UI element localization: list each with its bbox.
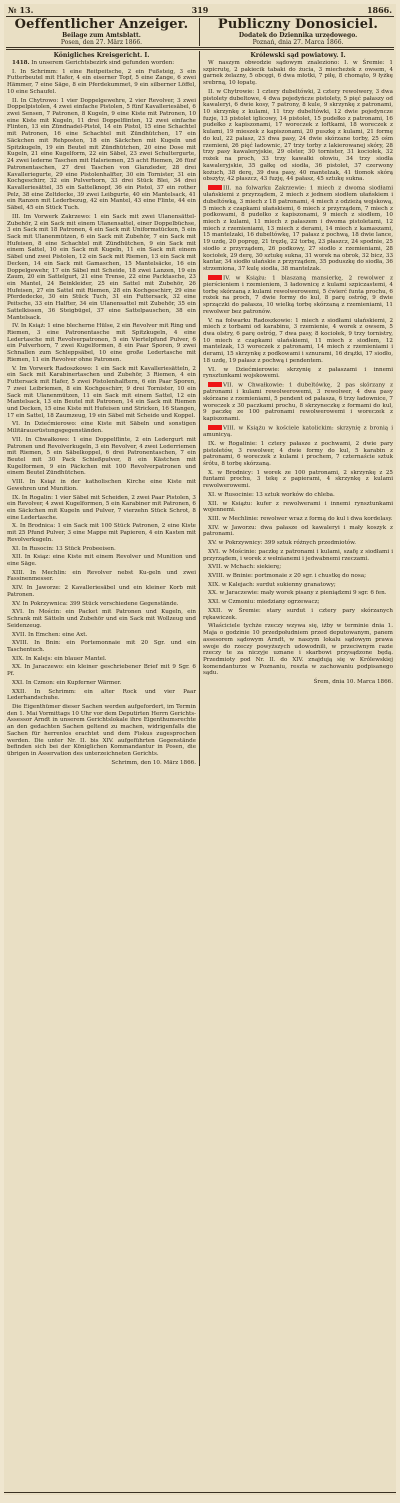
polish-paragraph-text: X. w Brodnicy: 1 worek ze 100 patronami, 2 skrzynkę z 25 funtami prochu, 3 tekę z papierami, 4 skrzynkę z kulami rewolwerowemi.	[203, 469, 393, 490]
german-paragraph	[7, 495, 196, 522]
polish-paragraph-text: IV. w Książu: 1 blaszaną mansierkę, 2 rewolwer z pierścieniem i rzemieniem, 3 ładownicę z kulami szpiczastemi, 4 torbę skórzaną z kulami rewolwerowemi, 5 ćwierć funta prochu, 6 rożek na proch, 7 dwie formy do kul, 8 parę ostróg, 9 dwie sprzączki do pałasza, 10 wielką torbę skórzaną z rzemieniami, 11 rewolwer bez patronów.	[203, 275, 393, 315]
german-paragraph	[7, 60, 196, 67]
german-paragraph-text: III. Im Vorwerk Zakrzewo: 1 ein Sack mit zwei Ulanensättel-Zubehör, 2 ein Sack mit einem Ulanensattel, einer Doppelbüchse, 3 ein Sack mit 18 Patronen, 4 ein Sack mit Uniformstücken, 5 ein Sack mit Ulanenmützen, 6 ein Sack mit Zubehör, 7 ein Sack mit Hufeisen, 8 eine Schachtel mit Zündhütchen, 9 ein Sack mit einem Sattel, 10 ein Sack mit Kugeln, 11 ein Sack mit einem Säbel und zwei Pistolen, 12 ein Sack mit Riemen, 13 ein Sack mit Decken, 14 ein Sack mit Gamaschen, 15 Mantelsäcke, 16 ein Doppelgewehr, 17 ein Säbel mit Scheide, 18 zwei Lanzen, 19 ein Zaum, 20 ein Sattelgurt, 21 eine Trense, 22 eine Packtasche, 23 ein Mantel, 24 Beinkleider, 25 ein Sattel mit Zubehör, 26 Hufeisen, 27 ein Sattel mit Riemen, 28 ein Kochgeschirr, 29 eine Pferdedecke, 30 ein Stück Tuch, 31 ein Futtersack, 32 eine Peitsche, 33 ein Halfter, 34 ein Ulanensattel mit Zubehör, 35 ein Sattelkissen, 36 Steigbügel, 37 eine Sattelpauschen, 38 ein Mantelsack.	[7, 213, 196, 321]
german-paragraph	[7, 437, 196, 477]
polish-paragraph	[203, 275, 393, 316]
polish-paragraph	[203, 582, 393, 589]
polish-paragraph-text: XIV. w Jaworzu: dwa pałasze od kawaleryi i mały koszyk z patronami.	[203, 524, 393, 538]
german-title-block	[4, 18, 200, 46]
german-paragraph	[7, 554, 196, 567]
issue-number: № 13.	[8, 5, 34, 15]
polish-paragraph	[203, 382, 393, 423]
german-paragraph-text: XIX. In Kalejs: ein blauer Mantel.	[12, 655, 107, 662]
polish-paragraph	[203, 525, 393, 538]
german-paragraph	[7, 609, 196, 629]
polish-paragraph-text: W naszym obwodzie sądowym znaleziono: I. w Śremie: 1 szpicrutę, 2 pakiecik tabaki do żucia, 3 miecheżek z owsem, 4 garnek żelazny, 5 obcęgi, 6 dwa młotki, 7 piłę, 8 chomąto, 9 łyżkę srebrną, 10 łopatę.	[203, 60, 393, 87]
polish-paragraph-text: III. na folwarku Zakrzewie: 1 miech z dwoma siodłami ułańskiemi z przyrządem, 2 miech z jednem siodłem ułańskiem i dubeltówką, 3 miech z 18 patronami, 4 miech z odzieżą wojskową, 5 miech z czapkami ułańskiemi, 6 miech z przyrządem, 7 miech z podkowami, 8 pudełko z kapiszonami, 9 miech z siodłem, 10 miech z kulami, 11 miech z pałaszem i dwoma pistoletami, 12 miech z rzemieniami, 13 miech z derami, 14 miech z kamaszami, 15 mantelzaki, 16 dubeltówkę, 17 pałasz z pochwą, 18 dwie lance, 19 uzdę, 20 popręg, 21 tręzlę, 22 torbę, 23 płaszcz, 24 spodnie, 25 siodło z przyrządem, 26 podkowy, 27 siodło z rzemieniami, 28 kociołek, 29 derę, 30 sztukę sukna, 31 worek na obrok, 32 bicz, 33 kantar, 34 siodło ułańskie z przyrządem, 35 poduszkę do siodła, 36 strzemiona, 37 kulę siodła, 38 mantelzak.	[203, 185, 393, 273]
polish-paragraph	[203, 599, 393, 606]
polish-paragraph	[203, 540, 393, 547]
polish-paragraph	[203, 608, 393, 621]
polish-column	[200, 51, 396, 766]
polish-paragraph	[203, 573, 393, 580]
polish-paragraph-text: XVII. w Mchach: siekierę;	[208, 564, 282, 571]
year: 1866.	[366, 5, 392, 15]
title-rule	[6, 47, 394, 50]
german-paragraph	[7, 214, 196, 322]
german-paragraph-text: XIII. In Mechlin: ein Revolver nebst Ku-geln und zwei Fassinenmesser.	[7, 569, 196, 583]
polish-paragraph-text: XIX. w Kalejach: surdut sukienny granatowy;	[208, 581, 336, 588]
polish-paragraph-text: IX. w Rogalinie: 1 cztery pałasze z pochwami, 2 dwie pary pistoletów, 3 rewolwer, 4 dwie formy do kul, 5 karabin z patronami, 6 woreczek z kulami i prochem, 7 czternaście sztuk śrótu, 8 torbę skórzaną.	[203, 440, 393, 467]
polish-paragraph	[203, 185, 393, 273]
polish-subtitle: Dodatek do Dziennika urzędowego.	[238, 32, 358, 39]
german-signature: Schrimm, den 10. März 1866.	[111, 759, 196, 766]
polish-paragraph-text: XI. w Rusocinie: 13 sztuk worków do chleba.	[208, 491, 335, 498]
german-subtitle: Beilage zum Amtsblatt.	[62, 32, 141, 39]
german-paragraph	[7, 664, 196, 677]
german-paragraph-text: XV. In Pokrzywnica: 399 Stück verschiedene Gegenstände.	[12, 600, 179, 607]
highlight-marker	[208, 425, 222, 430]
polish-paragraph	[203, 549, 393, 562]
polish-paragraph-text: XXII. w Śremie: stary surdut i cztery pary skórzanych rękawiczek.	[203, 607, 393, 621]
polish-paragraph-text: XVIII. w Bninie: portmonaie z 20 sgr. i chustkę do nosa;	[208, 573, 366, 580]
polish-paragraph	[203, 60, 393, 87]
german-paragraph-text: V. Im Vorwerk Radoszkowo: 1 ein Sack mit Kavalleriesätteln, 2 ein Sack mit Karabinertaschen und Zubehör, 3 Riemen, 4 ein Futtersack mit Hafer, 5 zwei Pistolenhalftern, 6 ein Paar Sporen, 7 zwei Leibriemen, 8 ein Kochgeschirr, 9 drei Tornister, 10 ein Sack mit Ulanenmützen, 11 ein Sack mit einem Sattel, 12 ein Mantelsack, 13 ein Beutel mit Patronen, 14 ein Sack mit Riemen und Decken, 15 eine Kiste mit Hufeisen und Stricken, 16 Stangen, 17 ein Sattel, 18 Zaumzeug, 19 ein Säbel mit Scheide und Koppel.	[7, 365, 196, 419]
polish-paragraph-text: XIII. w Mechlinie: rewolwer wraz z formą do kul i dwa kordelasy.	[208, 516, 393, 522]
highlight-marker	[208, 382, 222, 387]
german-paragraph	[7, 632, 196, 639]
german-paragraph-text: IX. In Rogalin: 1 vier Säbel mit Scheiden, 2 zwei Paar Pistolen, 3 ein Revolver, 4 zwei Kugelformen, 5 ein Karabiner mit Patronen, 6 ein Säckchen mit Kugeln und Pulver, 7 vierzehn Stück Schrot, 8 eine Ledertasche.	[7, 494, 196, 521]
german-paragraph	[7, 601, 196, 608]
polish-paragraph	[203, 590, 393, 597]
german-paragraph	[7, 680, 196, 687]
german-paragraph	[7, 366, 196, 420]
polish-paragraph	[203, 564, 393, 571]
polish-paragraph	[203, 470, 393, 490]
german-paragraph	[7, 69, 196, 96]
polish-paragraph	[203, 441, 393, 468]
polish-signature: Śrem, dnia 10. Marca 1866.	[313, 679, 393, 686]
polish-paragraph-text: XVI. w Mościnie: paczkę z patronami i kulami, szafę z siodłami i przyrządem, i worek z wełnianemi i jedwabnemi rzeczami.	[203, 548, 393, 562]
german-paragraph-text: XII. In Ksiąz: eine Kiste mit einem Revolver und Munition und eine Säge.	[7, 554, 196, 568]
newspaper-page	[4, 4, 396, 1495]
german-paragraph	[7, 585, 196, 598]
polish-paragraph-text: Właściciele tychże rzeczy wzywa się, iżby w terminie dnia 1. Maja o godzinie 10 przedpołudniem przed deputowanym, panem assesorem sądowym Arndt, w naszym lokalu sądowym prawa swoje do rzeczy powyższych udowodnili, w przeciwnym razie rzeczy te za niczyje uznane i skarbowi przysądzone będą. Przedmioty pod Nr. II. do XIV. znajdują się w Królewskiej komendanturze w Poznaniu, reszta w zachowaniu podpisanego sądu.	[203, 623, 393, 677]
polish-title: Publiczny Donosiciel.	[217, 17, 379, 32]
polish-heading: Królewski sąd powiatowy. I.	[250, 52, 346, 59]
german-heading: Königliches Kreisgericht. I.	[53, 52, 150, 59]
polish-paragraph-text: VI. w Dziećmierowie: skrzynię z pałaszami i innemi rynsztunkami wojskowemi.	[203, 366, 393, 380]
german-paragraph-text: XVII. In Emchen: eine Axt.	[12, 631, 88, 638]
german-paragraph	[7, 546, 196, 553]
bottom-rule	[4, 1492, 396, 1495]
polish-paragraph	[203, 516, 393, 523]
german-paragraph-text: 1418. In unserem Gerichtsbezirk sind gefunden worden:	[12, 60, 175, 66]
polish-paragraph-text: VII. w Chwałkowie: 1 dubeltówkę, 2 pas skórzany z patronami i kulami rewolwerowemi, 3 rewolwer, 4 dwa pasy skórzane z rzemieniami, 5 pendent od pałasza, 6 trzy ładownice, 7 woreczek z 30 paczkami prochu, 8 skrzyneczkę z formami do kul, 9 paczkę ze 100 patronami rewolwerowemi i woreczek z kapiszonami.	[203, 382, 393, 423]
polish-paragraph-text: XXI. w Czmoniu: miedziany ogrzewacz;	[208, 599, 320, 606]
highlight-marker	[208, 275, 222, 280]
polish-paragraph	[203, 501, 393, 514]
polish-paragraph	[203, 623, 393, 677]
german-paragraph-text: XXI. In Czmon: ein Kupferner Wärmer.	[12, 679, 122, 686]
highlight-marker	[208, 185, 222, 190]
polish-paragraph	[203, 318, 393, 365]
polish-paragraph-text: XV. w Pokrzywnicy: 399 sztuk różnych przedmiotów.	[208, 540, 357, 547]
german-paragraph-text: XVIII. In Bnin: ein Portemonnaie mit 20 Sgr. und ein Taschentuch.	[7, 640, 196, 653]
german-paragraph-text: XIV. In Jaworze: 2 Kavalleriesäbel und ein kleiner Korb mit Patronen.	[7, 585, 196, 598]
german-paragraph-text: XI. In Rusocin: 13 Stück Probeeisen.	[12, 545, 116, 552]
polish-paragraph	[203, 89, 393, 183]
german-paragraph	[7, 640, 196, 653]
german-paragraph	[7, 570, 196, 583]
notice-number: 1418.	[12, 60, 30, 66]
german-paragraph-text: VIII. In Książ in der katholischen Kirche eine Kiste mit Gewehren und Munition.	[7, 479, 196, 492]
german-paragraph-text: XVI. In Mościn: ein Packet mit Patronen und Kugeln, ein Schrank mit Sätteln und Zubehör und ein Sack mit Wollzeug und Seidenzeug.	[7, 609, 196, 629]
german-paragraph	[7, 98, 196, 212]
german-paragraph-text: XXII. In Schrimm: ein alter Rock und vier Paar Lederhandschuhe.	[7, 688, 196, 702]
german-paragraph-text: X. In Brodnica: 1 ein Sack mit 100 Stück Patronen, 2 eine Kiste mit 25 Pfund Pulver, 3 eine Mappe mit Papieren, 4 ein Kasten mit Revolverkugeln.	[7, 523, 196, 543]
german-paragraph-text: VI. In Dziećmierowo: eine Kiste mit Säbeln und sonstigen Militärausrüstungsgegenständen.	[7, 421, 196, 435]
polish-title-block	[200, 18, 396, 46]
german-paragraph	[7, 421, 196, 434]
german-paragraph-text: XX. In Jaraczewo: ein kleiner geschriebener Brief mit 9 Sgr. 6 Pf.	[7, 664, 196, 678]
polish-paragraph	[203, 367, 393, 380]
masthead	[4, 4, 396, 15]
german-paragraph-text: VII. In Chwałkowo: 1 eine Doppelflinte, 2 ein Ledergurt mit Patronen und Revolverkugeln, 3 ein Revolver, 4 zwei Lederriemen mit Riemen, 5 ein Säbelkoppel, 6 drei Patronentaschen, 7 ein Beutel mit 30 Pack Schießpulver, 8 ein Kästchen mit Kugelformen, 9 ein Päckchen mit 100 Revolverpatronen und einem Beutel Zündhütchen.	[7, 436, 196, 477]
polish-paragraph-text: V. na folwarku Radoszkowie: 1 miech z siodłami ułańskiemi, 2 miech z torbami od karabinu, 3 rzemienie, 4 worek z owsem, 5 dwa olstry, 6 parę ostróg, 7 dwa pasy, 8 kociołek, 9 trzy tornistry, 10 miech z czapkami ułańskiemi, 11 miech z siodłem, 12 mantelzak, 13 woreczek z patronami, 14 miech z rzemieniami i derami, 15 skrzynkę z podkowami i sznurami, 16 drążki, 17 siodło, 18 uzdę, 19 pałasz z pochwą i pendentem.	[203, 317, 393, 364]
german-paragraph	[7, 323, 196, 363]
polish-date: Poznań, dnia 27. Marca 1866.	[252, 39, 344, 46]
text-columns	[4, 51, 396, 766]
polish-paragraph-text: XX. w Jaraczewie: mały worek pisany z pieniądzmi 9 sgr. 6 fen.	[208, 590, 387, 597]
german-paragraph-text: I. In Schrimm: 1 eine Reitpeitsche, 2 ein Fußsteig, 3 ein Futterbeutel mit Hafer, 4 ein eiserner Topf, 5 eine Zange, 6 zwei Hämmer, 7 eine Säge, 8 ein Pferdekummet, 9 ein silberner Löffel, 10 eine Schaufel.	[7, 68, 196, 95]
german-paragraph	[7, 704, 196, 758]
polish-paragraph	[203, 492, 393, 499]
title-row	[4, 18, 396, 46]
german-paragraph	[7, 689, 196, 702]
german-paragraph	[7, 656, 196, 663]
german-paragraph	[7, 479, 196, 492]
german-paragraph-text: Die Eigenthümer dieser Sachen werden aufgefordert, im Termin den 1. Mai Vormittags 10 Uhr vor dem Deputirten Herrn Gerichts-Assessor Arndt in unserem Gerichtslokale ihre Eigenthumsrechte an den gedachten Sachen geltend zu machen, widrigenfalls die Sachen für herrenlos erachtet und dem Fiskus zugesprochen werden. Die unter Nr. II. bis XIV. aufgeführten Gegenstände befinden sich bei der Königlichen Kommandantur in Posen, die übrigen in Asservation des unterzeichneten Gerichts.	[7, 703, 196, 757]
german-paragraph-text: II. In Chytrowo: 1 vier Doppelgewehre, 2 vier Revolver, 3 zwei Doppelpistolen, 4 zwei einfache Pistolen, 5 fünf Kavalleriesäbel, 6 zwei Sensen, 7 Patronen, 8 Kugeln, 9 eine Kiste mit Patronen, 10 eine Kiste mit Kugeln, 11 drei Doppelflinten, 12 zwei einfache Flinten, 13 ein Zündnadel-Pistol, 14 ein Pistol, 15 eine Schachtel mit Patronen, 16 eine Schachtel mit Zündhütchen, 17 ein Säckchen mit Rehposten, 18 ein Säckchen mit Kugeln und Spitzkugeln, 19 ein Beutel mit Zündhütchen, 20 eine Dose mit Kugeln, 21 eine Kugelform, 22 ein Säbel, 23 zwei Schultergurte, 24 zwei lederne Taschen mit Halsriemen, 25 acht Riemen, 26 fünf Patronentaschen, 27 drei Taschen von Glanzleder, 28 drei Kavalleriegurte, 29 eine Pistolenhalfter, 30 ein Tornister, 31 ein Kochgeschirr, 32 ein Pulverhorn, 33 drei Stück Blei, 34 drei Kavalleriesättel, 35 ein Sattelknopf, 36 ein Pistol, 37 ein rother Pelz, 38 eine Zeltdecke, 39 zwei Leibgurte, 40 ein Mantelsack, 41 ein Ranzen mit Lederbezug, 42 ein Mantel, 43 eine Flinte, 44 ein Säbel, 45 ein Stück Tuch.	[7, 97, 196, 212]
polish-paragraph-text: II. w Chytrowie: 1 cztery dubeltówki, 2 cztery rewolwery, 3 dwa pistolety dubeltowe, 4 dwa pojedyńcze pistolety, 5 pięć pałaszy od kawaleryi, 6 dwie kosy, 7 patrony, 8 kule, 9 skrzynkę z patronami, 10 skrzynkę z kulami, 11 trzy dubeltówki, 12 dwie pojedyncze fuzje, 13 pistolet iglicowy, 14 pistolet, 15 pudełko z patronami, 16 pudełko z kapiszonami, 17 woreczek z loftkami, 18 woreczek z kulami, 19 mieszek z kapiszonami, 20 puszkę z kulami, 21 formę do kul, 22 pałasz, 23 dwa pasy, 24 dwie skórzane torby, 25 ośm rzemieni, 26 pięć ładownic, 27 trzy torby z lakierowanej skóry, 28 trzy pasy kawaleryjskie, 29 olster, 30 tornister, 31 kociołek, 32 rożek na proch, 33 trzy kawałki ołowiu, 34 trzy siodła kawaleryjskie, 35 gałkę od siodła, 36 pistolet, 37 czerwony kożuch, 38 derę, 39 dwa pasy, 40 mantelzak, 41 tłomok skórą obszyty, 42 płaszcz, 43 fuzję, 44 pałasz, 45 sztukę sukna.	[203, 88, 393, 183]
polish-paragraph-text: VIII. w Książu w kościele katolickim: skrzynię z bronią i amunicyą.	[203, 425, 393, 439]
polish-paragraph	[203, 425, 393, 439]
german-title: Oeffentlicher Anzeiger.	[14, 17, 189, 32]
german-date: Posen, den 27. März 1866.	[60, 39, 143, 46]
page-number: 319	[191, 5, 209, 15]
german-column	[4, 51, 200, 766]
german-paragraph	[7, 523, 196, 543]
german-paragraph-text: IV. In Książ: 1 eine blecherne Hülse, 2 ein Revolver mit Ring und Riemen, 3 eine Patronentasche mit Spitzkugeln, 4 eine Ledertasche mit Revolverpatronen, 5 ein Viertelpfund Pulver, 6 ein Pulverhorn, 7 zwei Kugelformen, 8 ein Paar Sporen, 9 zwei Schnallen zum Schleppsäbel, 10 eine große Ledertasche mit Riemen, 11 ein Revolver ohne Patronen.	[7, 323, 196, 363]
polish-paragraph-text: XII. w Książu: kufer z rewolwerami i innemi rynsztunkami wojennemi.	[203, 500, 393, 514]
